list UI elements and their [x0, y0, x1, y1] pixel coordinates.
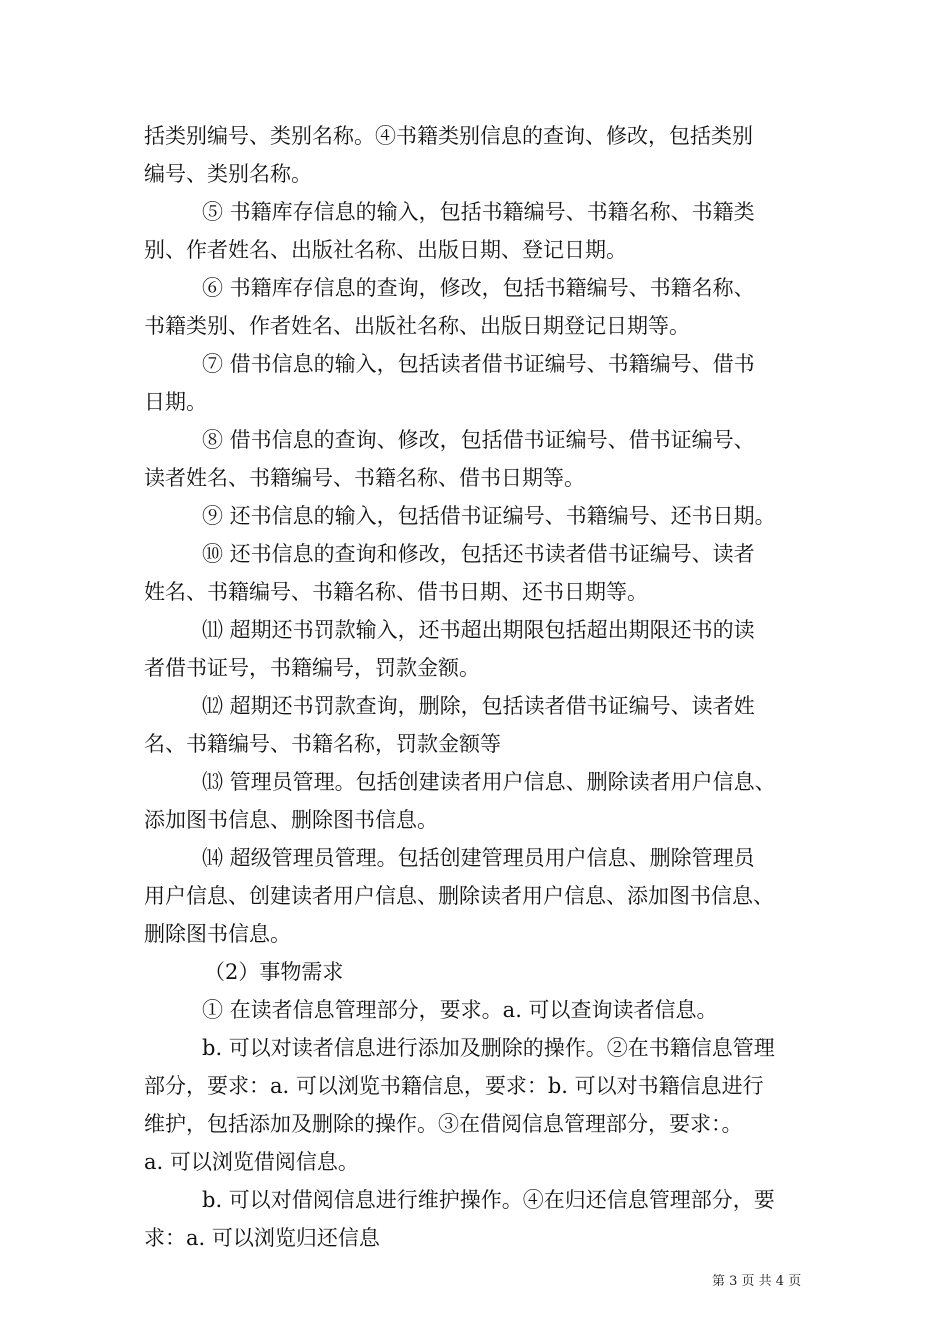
list-item-8: ⑧ 借书信息的查询、修改，包括借书证编号、借书证编号、 — [202, 428, 755, 452]
text-line: 者借书证号，书籍编号，罚款金额。 — [144, 656, 480, 680]
text-line: b. 可以对读者信息进行添加及删除的操作。②在书籍信息管理 — [202, 1036, 775, 1060]
text-line: a. 可以浏览借阅信息。 — [144, 1150, 359, 1174]
text-line: 书籍类别、作者姓名、出版社名称、出版日期登记日期等。 — [144, 314, 690, 338]
list-item-5: ⑤ 书籍库存信息的输入，包括书籍编号、书籍名称、书籍类 — [202, 200, 755, 224]
list-item-10: ⑩ 还书信息的查询和修改，包括还书读者借书证编号、读者 — [202, 542, 755, 566]
list-item-11: ⑾ 超期还书罚款输入，还书超出期限包括超出期限还书的读 — [202, 618, 755, 642]
text-line: 姓名、书籍编号、书籍名称、借书日期、还书日期等。 — [144, 580, 648, 604]
text-line: 括类别编号、类别名称。④书籍类别信息的查询、修改，包括类别 — [144, 124, 753, 148]
text-line: 删除图书信息。 — [144, 922, 291, 946]
text-line: 用户信息、创建读者用户信息、删除读者用户信息、添加图书信息、 — [144, 884, 774, 908]
list-item-13: ⒀ 管理员管理。包括创建读者用户信息、删除读者用户信息、 — [202, 770, 776, 794]
list-item-6: ⑥ 书籍库存信息的查询，修改，包括书籍编号、书籍名称、 — [202, 276, 755, 300]
text-line: 别、作者姓名、出版社名称、出版日期、登记日期。 — [144, 238, 627, 262]
text-line: 读者姓名、书籍编号、书籍名称、借书日期等。 — [144, 466, 585, 490]
text-line: 部分，要求：a. 可以浏览书籍信息，要求：b. 可以对书籍信息进行 — [144, 1074, 764, 1098]
list-item-7: ⑦ 借书信息的输入，包括读者借书证编号、书籍编号、借书 — [202, 352, 755, 376]
text-line: 日期。 — [144, 390, 207, 414]
requirement-item-1: ① 在读者信息管理部分，要求。a. 可以查询读者信息。 — [202, 998, 718, 1022]
text-line: 编号、类别名称。 — [144, 162, 312, 186]
text-line: 求：a. 可以浏览归还信息 — [144, 1226, 380, 1250]
text-line: 名、书籍编号、书籍名称，罚款金额等 — [144, 732, 501, 756]
list-item-9: ⑨ 还书信息的输入，包括借书证编号、书籍编号、还书日期。 — [202, 504, 776, 528]
document-body — [144, 117, 829, 1257]
list-item-14: ⒁ 超级管理员管理。包括创建管理员用户信息、删除管理员 — [202, 846, 755, 870]
page-number: 第 3 页 共 4 页 — [712, 1274, 802, 1289]
section-heading: （2）事物需求 — [204, 960, 344, 984]
text-line: 维护，包括添加及删除的操作。③在借阅信息管理部分，要求：。 — [144, 1112, 743, 1136]
text-line: b. 可以对借阅信息进行维护操作。④在归还信息管理部分，要 — [202, 1188, 775, 1212]
text-line: 添加图书信息、删除图书信息。 — [144, 808, 438, 832]
list-item-12: ⑿ 超期还书罚款查询，删除，包括读者借书证编号、读者姓 — [202, 694, 755, 718]
